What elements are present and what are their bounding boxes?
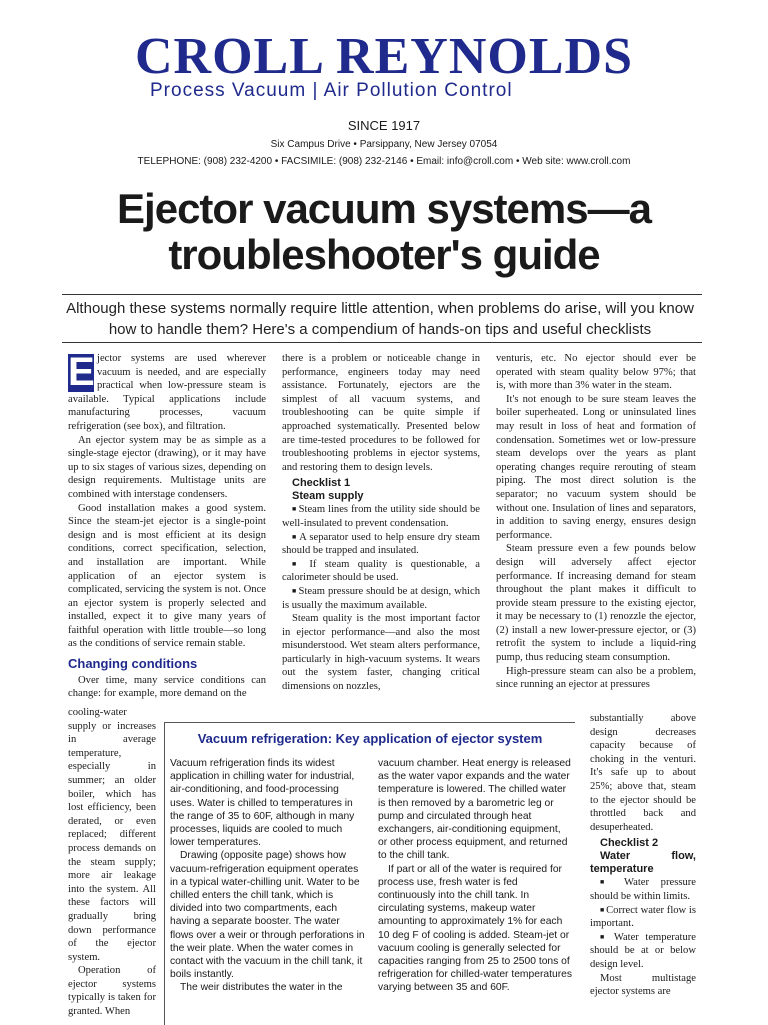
paragraph: The weir distributes the water in the <box>180 982 343 994</box>
paragraph: High-pressure steam can also be a problem, since running an ejector at pressures <box>496 665 696 691</box>
bullet-icon <box>600 932 614 943</box>
deck-top-rule <box>62 294 702 295</box>
paragraph: there is a problem or noticeable change in performance, engineers today may need assistance. Fortunately, ejectors are the simplest of all vacuum systems, and troubleshooting can be quite simple if approached systematically. Presented below are time-tested procedures to be followed for troubleshooting problems in ejector systems, and restoring them to design levels. <box>282 353 480 473</box>
sidebar-column-right <box>378 757 572 995</box>
paragraph: Over time, many service conditions can change: for example, more demand on the <box>68 674 266 700</box>
checklist-item: ■ A separator used to help ensure dry steam should be trapped and insulated. <box>282 531 480 558</box>
paragraph: venturis, etc. No ejector should ever be operated with steam quality below 97%; that is, with more than 3% water in the steam. <box>496 353 696 392</box>
headline-line-2: troubleshooter's guide <box>168 231 600 278</box>
bullet-icon <box>292 559 309 570</box>
subhead-changing-conditions: Changing conditions <box>68 656 198 672</box>
paragraph: vacuum chamber. Heat energy is released as the water vapor expands and the water temperature is lowered. The chilled water is then removed by a barometric leg or pump and circulated through heat exchangers, air-conditioning equipment, or other process equipment, and returned to the chill tank. <box>378 758 571 862</box>
column-2 <box>282 352 480 694</box>
intro-paragraph: E jector systems are used wherever vacuum is needed, and are especially practical when low-pressure steam is available. Typical applications include manufacturing processes, vacuum refrigeration (see box), and filtration. <box>68 350 266 432</box>
paragraph: Most multistage ejector systems are <box>590 972 696 998</box>
paragraph: Drawing (opposite page) shows how vacuum-refrigeration equipment operates in a typical water-chilling unit. Water to be chilled enters the chill tank, which is divided into two compartments, each having a separate booster. The water flows over a weir or through perforations in the weir plate. When the water comes in contact with the vacuum in the chill tank, it boils instantly. <box>170 850 365 981</box>
sidebar-column-left <box>170 757 366 995</box>
company-address: Six Campus Drive • Parsippany, New Jersey 07054 <box>270 139 498 150</box>
sidebar-title: Vacuum refrigeration: Key application of ejector system <box>197 731 543 746</box>
paragraph: It's not enough to be sure steam leaves the boiler superheated. Long or uninsulated lines may result in loss of heat and formation of condensation. Sometimes wet or low-pressure steam develops over the years as plant operating changes require rerouting of steam piping. The most direct solution is the separator; no vacuum system should be without one. Insulation of lines and separators, in addition to saving energy, ensures design performance. <box>496 393 696 541</box>
checklist-2-subtitle: Water flow, temperature <box>590 850 696 876</box>
checklist-item: ■ Steam pressure should be at design, which is usually the maximum available. <box>282 585 480 612</box>
article-deck: Although these systems normally require little attention, when problems do arise, will you know how to handle them? Here's a compendium of hands-on tips and useful checklists <box>66 300 694 338</box>
headline-line-1: Ejector vacuum systems—a <box>117 185 651 232</box>
deck-bottom-rule <box>62 342 702 343</box>
checklist-item: ■ Water pressure should be within limits. <box>590 876 696 903</box>
checklist-2-title: Checklist 2 <box>600 837 659 850</box>
paragraph: If part or all of the water is required for process use, fresh water is fed continuously into the chill tank. In circulating systems, makeup water amounting to approximately 1% for each 10 deg F of cooling is added. Steam-jet or vacuum cooling is generally selected for capacities ranging from 25 to 2500 tons of refrigeration for chilled-water temperatures varying between 35 and 60F. <box>378 863 573 994</box>
paragraph: Operation of ejector systems typically is taken for granted. When <box>68 965 156 1018</box>
paragraph: Good installation makes a good system. Since the steam-jet ejector is a single-point design and is most efficient at its design conditions, correct specification, selection, and installation are important. While application of an ejector system is complicated, servicing the system is not. Once an ejector system is properly selected and installed, expect it to give many years of faithful operation with little trouble—so long as the conditions of service remain stable. <box>68 502 266 650</box>
checklist-item: ■ Correct water flow is important. <box>590 904 696 931</box>
paragraph: Steam pressure even a few pounds below design will adversely affect ejector performance. If increasing demand for steam throughout the plant makes it difficult to provide steam pressure to the existing ejector, it may be necessary to (1) renozzle the ejector, (2) install a new lower-pressure ejector, or (3) retrofit the system to include a liquid-ring pump, thus reducing steam consumption. <box>496 543 696 664</box>
column-3 <box>496 352 696 692</box>
bullet-icon <box>600 877 624 888</box>
paragraph: substantially above design decreases capacity because of choking in the venturi. It's safe up to about 25%; above that, steam to the ejector should be throttled back and desuperheated. <box>590 713 696 833</box>
paragraph: Steam quality is the most important factor in ejector performance—and also the most misunderstood. Wet steam alters performance, particularly in high-vacuum systems. It wears out the system faster, changing critical dimensions on nozzles, <box>282 613 480 693</box>
since-line: SINCE 1917 <box>347 118 421 133</box>
paragraph: Vacuum refrigeration finds its widest application in chilling water for industrial, air-conditioning, and food-processing uses. Water is chilled to temperatures in the range of 35 to 60F, although in many processes, liquids are cooled to much lower temperatures. <box>170 758 355 849</box>
paragraph: cooling-water supply or increases in average temperature, especially in summer; an older boiler, which has lost efficiency, been derated, or even replaced; different process demands on the steam supply; more air leakage into the system. All these factors will gradually bring down performance of the ejector system. <box>68 707 156 963</box>
checklist-1-title: Checklist 1 <box>292 477 351 490</box>
column-1 <box>68 352 266 701</box>
drop-cap: E <box>68 350 95 394</box>
article-headline <box>0 186 768 278</box>
checklist-1-subtitle: Steam supply <box>292 490 364 503</box>
bullet-icon <box>292 504 299 515</box>
company-name: CROLL REYNOLDS <box>135 28 633 85</box>
checklist-item: ■ If steam quality is questionable, a calorimeter should be used. <box>282 558 480 585</box>
company-contact: TELEPHONE: (908) 232-4200 • FACSIMILE: (908) 232-2146 • Email: info@croll.com • Web site: www.croll.com <box>137 156 631 167</box>
paragraph: An ejector system may be as simple as a single-stage ejector (drawing), or it may have up to six stages of various sizes, depending on design requirements. Multistage units are combined with interstage condensers. <box>68 434 266 500</box>
checklist-item: ■ Water temperature should be at or below design level. <box>590 931 696 972</box>
checklist-item: ■ Steam lines from the utility side should be well-insulated to prevent condensation. <box>282 503 480 530</box>
column-3-narrow <box>590 712 696 999</box>
company-tagline: Process Vacuum | Air Pollution Control <box>150 80 513 101</box>
column-1-narrow <box>68 706 156 1019</box>
